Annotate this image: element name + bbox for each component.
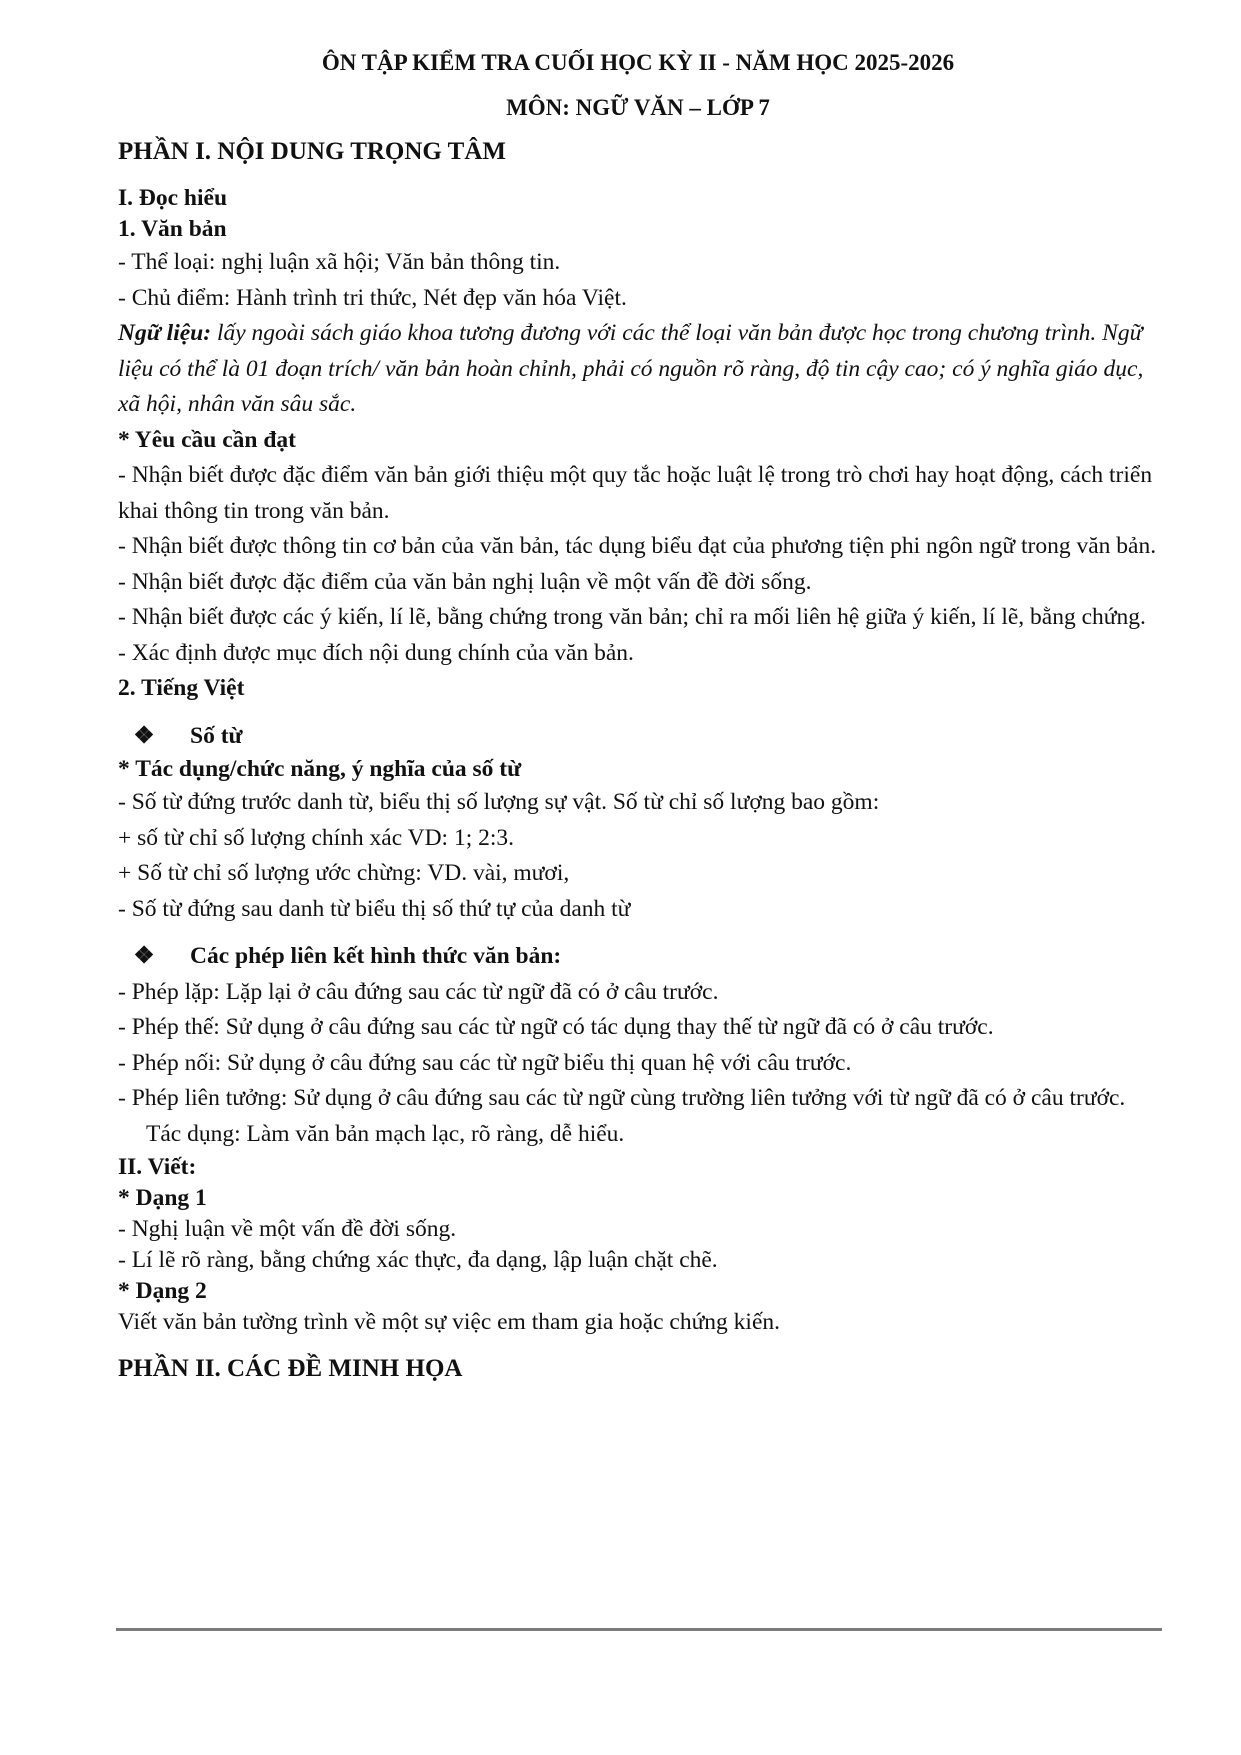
type2-text: Viết văn bản tường trình về một sự việc em tham gia hoặc chứng kiến. <box>118 1309 781 1335</box>
type2-heading: * Dạng 2 <box>118 1278 207 1304</box>
cohesion-heading: Các phép liên kết hình thức văn bản: <box>190 943 562 969</box>
numerals-bullet <box>118 719 1158 755</box>
type1-line: - Lí lẽ rõ ràng, bằng chứng xác thực, đa dạng, lập luận chặt chẽ. <box>118 1247 718 1273</box>
requirements-heading: * Yêu cầu cần đạt <box>118 426 296 453</box>
type1-heading: * Dạng 1 <box>118 1185 207 1211</box>
footer-divider <box>116 1628 1162 1631</box>
document-page <box>118 46 1158 1386</box>
type1-line: - Nghị luận về một vấn đề đời sống. <box>118 1216 457 1242</box>
document-subtitle: MÔN: NGỮ VĂN – LỚP 7 <box>506 95 770 120</box>
part2-heading: PHẦN II. CÁC ĐỀ MINH HỌA <box>118 1355 463 1382</box>
part1-heading: PHẦN I. NỘI DUNG TRỌNG TÂM <box>118 138 506 165</box>
vietnamese-heading: 2. Tiếng Việt <box>118 675 245 701</box>
material-text: lấy ngoài sách giáo khoa tương đương với các thể loại văn bản được học trong chương trình. Ngữ liệu có thể là 01 đoạn trích/ văn bản hoàn chỉnh, phải có nguồn rõ ràng, độ tin cậy cao; có ý nghĩa giáo dục, xã hội, nhân văn sâu sắc. <box>118 320 1144 417</box>
material-label: Ngữ liệu: <box>118 320 212 346</box>
cohesion-bullet <box>118 939 1158 975</box>
cohesion-line: - Phép liên tưởng: Sử dụng ở câu đứng sau các từ ngữ cùng trường liên tưởng với từ ngữ đã có ở câu trước. <box>118 1085 1126 1111</box>
numerals-line: + Số từ chỉ số lượng ước chừng: VD. vài, mươi, <box>118 860 570 886</box>
numerals-line: - Số từ đứng trước danh từ, biểu thị số lượng sự vật. Số từ chỉ số lượng bao gồm: <box>118 789 880 815</box>
numerals-line: - Số từ đứng sau danh từ biểu thị số thứ tự của danh từ <box>118 895 631 922</box>
diamond-bullet-icon: ❖ <box>133 943 155 969</box>
requirement-item: - Nhận biết được đặc điểm văn bản giới thiệu một quy tắc hoặc luật lệ trong trò chơi hay hoạt động, cách triển khai thông tin trong văn bản. <box>118 462 1153 524</box>
numerals-function-heading: * Tác dụng/chức năng, ý nghĩa của số từ <box>118 756 522 782</box>
writing-heading: II. Viết: <box>118 1154 197 1180</box>
requirement-item: - Nhận biết được đặc điểm của văn bản nghị luận về một vấn đề đời sống. <box>118 568 812 595</box>
cohesion-line: - Phép nối: Sử dụng ở câu đứng sau các từ ngữ biểu thị quan hệ với câu trước. <box>118 1049 852 1076</box>
text-heading: 1. Văn bản <box>118 216 227 242</box>
numerals-line: + số từ chỉ số lượng chính xác VD: 1; 2:3. <box>118 824 515 851</box>
reading-heading: I. Đọc hiểu <box>118 185 228 211</box>
requirement-item: - Xác định được mục đích nội dung chính của văn bản. <box>118 639 634 666</box>
requirement-item: - Nhận biết được các ý kiến, lí lẽ, bằng chứng trong văn bản; chỉ ra mối liên hệ giữa ý kiến, lí lẽ, bằng chứng. <box>118 604 1146 630</box>
material-paragraph <box>118 316 1158 423</box>
cohesion-effect: Tác dụng: Làm văn bản mạch lạc, rõ ràng, dễ hiểu. <box>146 1120 625 1147</box>
genre-line: - Thể loại: nghị luận xã hội; Văn bản thông tin. <box>118 249 561 275</box>
numerals-heading: Số từ <box>190 722 243 749</box>
diamond-bullet-icon: ❖ <box>133 722 155 749</box>
theme-line: - Chủ điểm: Hành trình tri thức, Nét đẹp văn hóa Việt. <box>118 284 627 311</box>
document-title: ÔN TẬP KIỂM TRA CUỐI HỌC KỲ II - NĂM HỌC 2025-2026 <box>321 50 955 75</box>
requirement-item: - Nhận biết được thông tin cơ bản của văn bản, tác dụng biểu đạt của phương tiện phi ngôn ngữ trong văn bản. <box>118 533 1157 559</box>
cohesion-line: - Phép thế: Sử dụng ở câu đứng sau các từ ngữ có tác dụng thay thế từ ngữ đã có ở câu trước. <box>118 1014 994 1040</box>
cohesion-line: - Phép lặp: Lặp lại ở câu đứng sau các từ ngữ đã có ở câu trước. <box>118 978 719 1005</box>
